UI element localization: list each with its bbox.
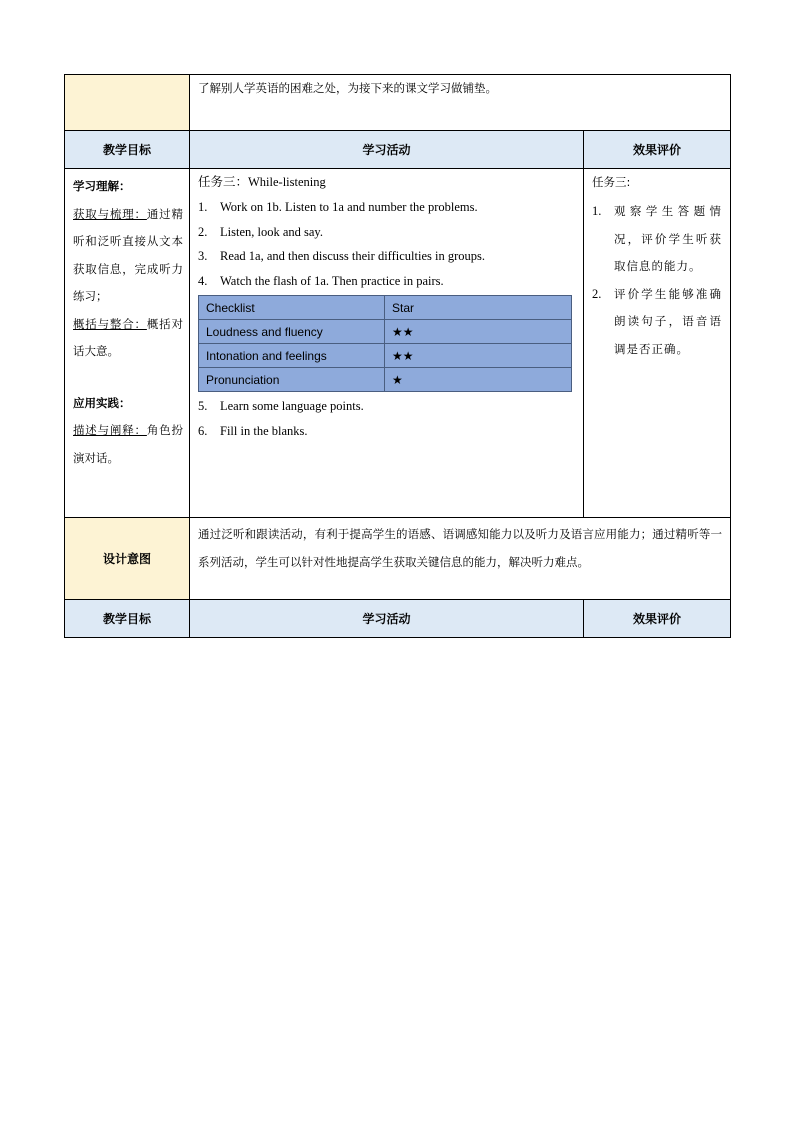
footer-header-row (65, 600, 731, 638)
checklist-stars: ★★ (385, 320, 572, 344)
checklist-row (199, 344, 572, 368)
intro-text-cell (190, 75, 731, 131)
evaluation-cell (584, 169, 731, 518)
header-evaluation: 效果评价 (584, 131, 731, 169)
checklist-table (198, 295, 572, 392)
checklist-header-cell: Star (385, 296, 572, 320)
goals-title-understanding: 学习理解： (73, 179, 131, 193)
activity-steps-list-continued (198, 394, 575, 443)
checklist-stars: ★★ (385, 344, 572, 368)
goal-item-3-text: 角色扮演对话。 (73, 423, 183, 465)
checklist-criterion: Pronunciation (199, 368, 385, 392)
goals-title-practice: 应用实践： (73, 395, 131, 410)
checklist-row (199, 368, 572, 392)
activity-step: 1. Work on 1b. Listen to 1a and number the problems. (198, 200, 478, 214)
header-row (65, 131, 731, 169)
activity-step: 6. Fill in the blanks. (198, 423, 308, 438)
intro-text: 了解别人学英语的困难之处，为接下来的课文学习做铺垫。 (198, 81, 497, 95)
content-row (65, 169, 731, 518)
checklist-header-cell: Checklist (199, 296, 385, 320)
lesson-plan-page (64, 74, 730, 638)
checklist-stars: ★ (385, 368, 572, 392)
intro-label-cell (65, 75, 190, 131)
footer-activities: 学习活动 (190, 600, 584, 638)
design-row (65, 518, 731, 600)
activity-title: 任务三：While-listening (198, 175, 326, 189)
design-text: 通过泛听和跟读活动，有利于提高学生的语感、语调感知能力以及听力及语言应用能力；通过精听等一系列活动，学生可以针对性地提高学生获取关键信息的能力，解决听力难点。 (190, 518, 731, 600)
footer-evaluation: 效果评价 (584, 600, 731, 638)
checklist-row (199, 320, 572, 344)
activity-step: 3. Read 1a, and then discuss their difficulties in groups. (198, 249, 485, 263)
activities-cell (190, 169, 584, 518)
design-label: 设计意图 (65, 518, 190, 600)
footer-goals: 教学目标 (65, 600, 190, 638)
header-goals: 教学目标 (65, 131, 190, 169)
goal-item-2-text: 概括对话大意。 (73, 316, 183, 358)
goal-item-1-text: 通过精听和泛听直接从文本获取信息，完成听力练习； (73, 206, 183, 303)
intro-row (65, 75, 731, 131)
evaluation-title: 任务三: (592, 175, 631, 189)
lesson-plan-table (64, 74, 731, 638)
checklist-criterion: Loudness and fluency (199, 320, 385, 344)
goal-item-3-label: 描述与阐释： (73, 423, 147, 437)
goals-cell (65, 169, 190, 518)
activity-step: 5. Learn some language points. (198, 399, 364, 413)
evaluation-item: 2. 评价学生能够准确朗读句子，语音语调是否正确。 (592, 286, 722, 356)
checklist-criterion: Intonation and feelings (199, 344, 385, 368)
goal-item-2-label: 概括与整合： (73, 316, 147, 331)
activity-step: 4. Watch the flash of 1a. Then practice in pairs. (198, 273, 444, 288)
checklist-header-row (199, 296, 572, 320)
evaluation-item: 1. 观察学生答题情况，评价学生听获取信息的能力。 (592, 204, 722, 273)
header-activities: 学习活动 (190, 131, 584, 169)
activity-steps-list (198, 195, 575, 293)
activity-step: 2. Listen, look and say. (198, 224, 323, 239)
goal-item-1-label: 获取与梳理： (73, 206, 147, 221)
